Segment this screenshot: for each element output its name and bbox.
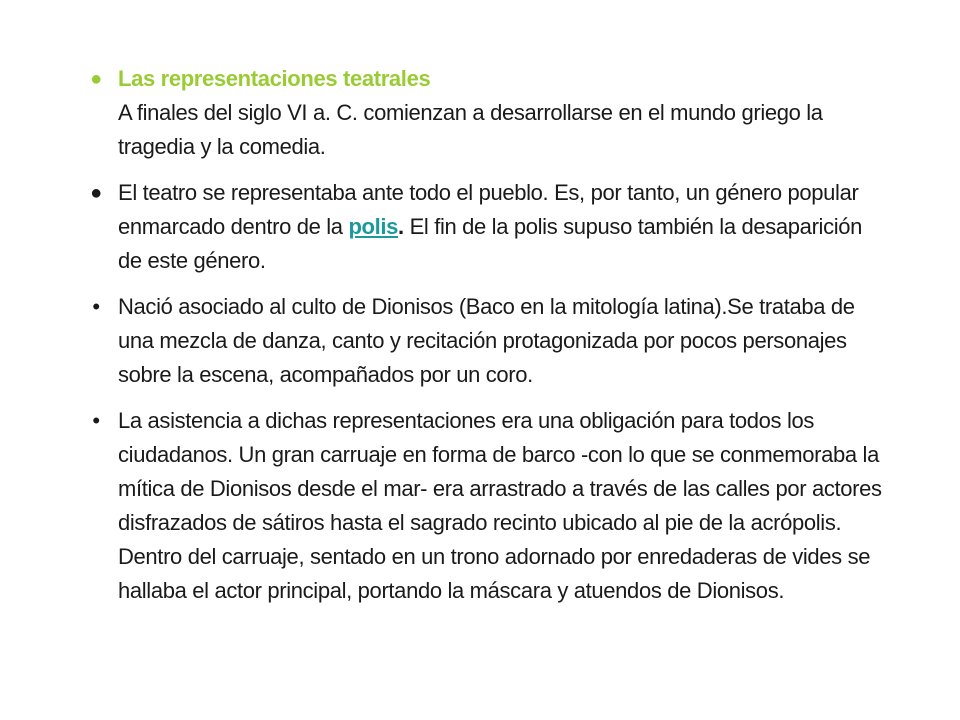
link-suffix: . xyxy=(398,214,404,239)
bullet-item-representaciones xyxy=(84,62,884,164)
bullet-icon: ● xyxy=(90,182,102,204)
bullet-text: A finales del siglo VI a. C. comienzan a desarrollarse en el mundo griego la tragedia y la comedia. xyxy=(118,100,823,159)
bullet-text: Nació asociado al culto de Dionisos (Baco en la mitología latina).Se trataba de una mezcla de danza, canto y recitación protagonizada por pocos personajes sobre la escena, acompañados por un coro. xyxy=(118,294,855,387)
bullet-heading: Las representaciones teatrales xyxy=(118,66,431,91)
polis-link[interactable]: polis xyxy=(348,214,399,239)
bullet-item-teatro-pueblo xyxy=(84,176,884,278)
bullet-item-dionisos xyxy=(84,290,884,392)
bullet-item-asistencia xyxy=(84,404,884,608)
bullet-text: La asistencia a dichas representaciones era una obligación para todos los ciudadanos. Un gran carruaje en forma de barco -con lo que se conmemoraba la mítica de Dionisos desde el mar- era arrastrado a través de las calles por actores disfrazados de sátiros hasta el sagrado recinto ubicado al pie de la acrópolis. Dentro del carruaje, sentado en un trono adornado por enredaderas de vides se hallaba el actor principal, portando la máscara y atuendos de Dionisos. xyxy=(118,408,882,603)
bullet-icon: • xyxy=(92,408,100,433)
bullet-icon: ● xyxy=(90,68,102,90)
bullet-text-before: El teatro se representaba ante todo el pueblo. Es, por tanto, un género popular enmarcado dentro de la xyxy=(118,180,859,239)
bullet-icon: • xyxy=(92,294,100,319)
bullet-text-after: El fin de la polis supuso también la desaparición de este género. xyxy=(118,214,863,273)
bullet-list xyxy=(84,62,884,620)
